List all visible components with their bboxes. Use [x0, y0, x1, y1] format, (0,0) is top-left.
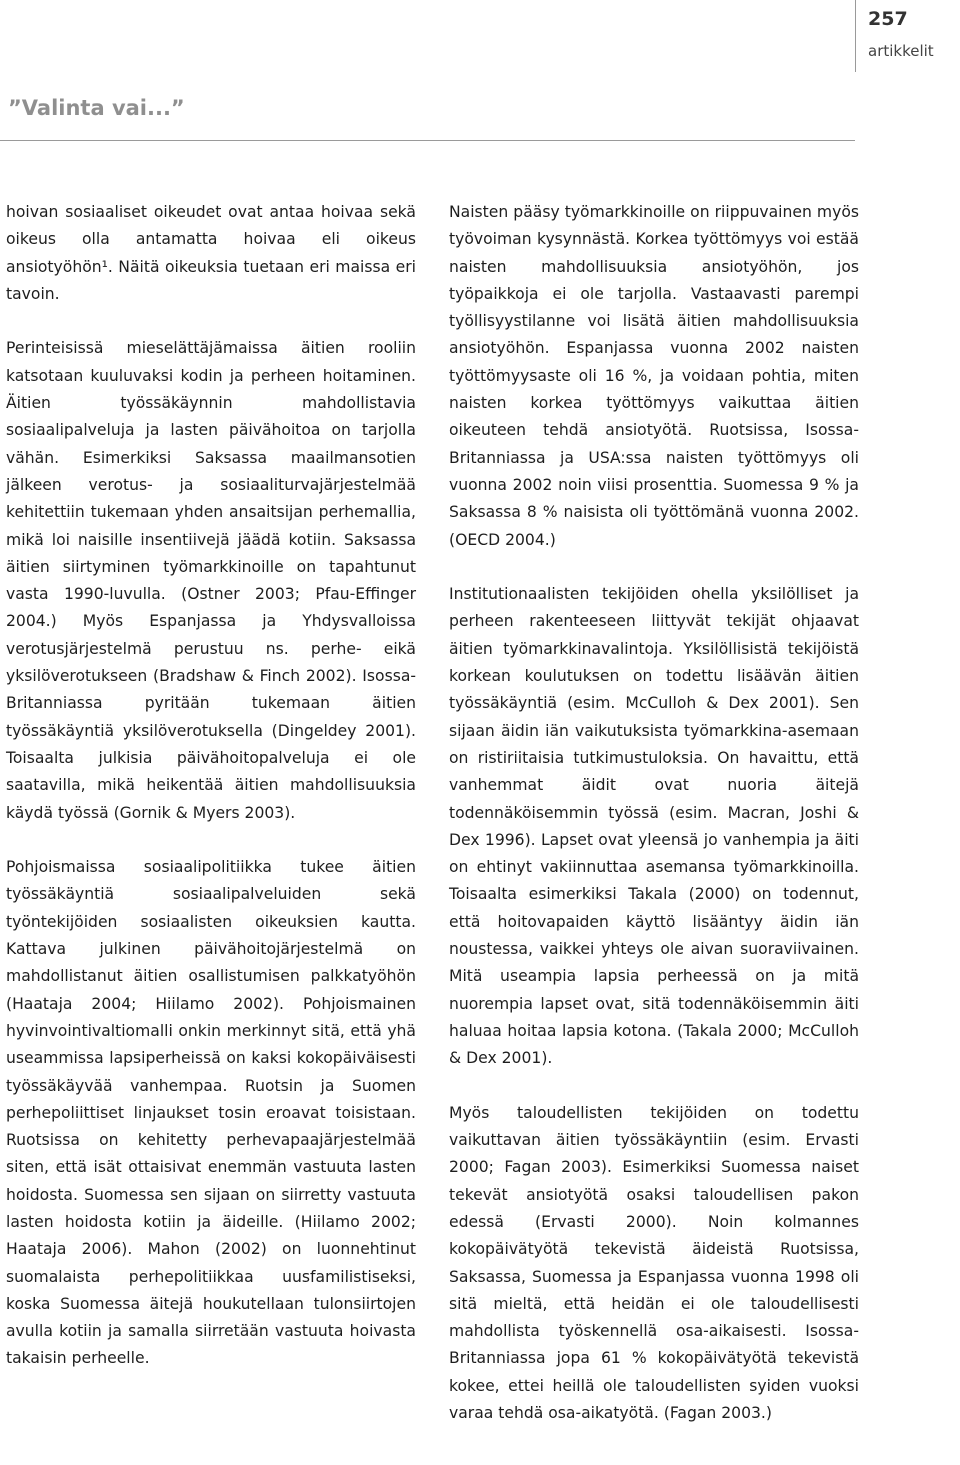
section-label: artikkelit — [868, 42, 934, 60]
running-title: ”Valinta vai...” — [8, 96, 185, 120]
paragraph: Pohjoismaissa sosiaalipolitiikka tukee äitien työssäkäyntiä sosiaalipalveluiden sekä työntekijöiden sosiaalisten oikeuksien kautta. Kattava julkinen päivähoitojärjestelmä on mahdollistanut äitien osallistumisen palkkatyöhön (Haataja 2004; Hiilamo 2002). Pohjoismainen hyvinvointivaltiomalli onkin merkinnyt sitä, että yhä useammissa lapsiperheissä on kaksi kokopäiväisesti työssäkäyvää vanhempaa. Ruotsin ja Suomen perhepoliittiset linjaukset tosin eroavat toisistaan. Ruotsissa on kehitetty perhevapaajärjestelmää siten, että isät ottaisivat enemmän vastuuta lasten hoidosta. Suomessa sen sijaan on siirretty vastuuta lasten hoidosta kotiin ja äideille. (Hiilamo 2002; Haataja 2006). Mahon (2002) on luonnehtinut suomalaista perhepolitiikkaa uusfamilistiseksi, koska Suomessa äitejä houkutellaan tulonsiirtojen avulla kotiin ja samalla siirretään vastuuta hoivasta takaisin perheelle. — [6, 858, 416, 1368]
right-column — [449, 199, 859, 1427]
page-number: 257 — [868, 8, 908, 30]
paragraph: Institutionaalisten tekijöiden ohella yksilölliset ja perheen rakenteeseen liittyvät tekijät ohjaavat äitien työmarkkinavalintoja. Yksilöllisistä tekijöistä korkean koulutuksen on todettu lisäävän äitien työssäkäyntiä (esim. McCulloh & Dex 2001). Sen sijaan äidin iän vaikutuksista työmarkkina-asemaan on ristiriitaisia tutkimustuloksia. On havaittu, että vanhemmat äidit ovat nuoria äitejä todennäköisemmin työssä (esim. Macran, Joshi & Dex 1996). Lapset ovat yleensä jo vanhempia ja äiti on ehtinyt vakiinnuttaa asemansa työmarkkinoilla. Toisaalta esimerkiksi Takala (2000) on todennut, että hoitovapaiden käyttö lisääntyy äidin iän noustessa, vaikkei yhteys ole aivan suoraviivainen. Mitä useampia lapsia perheessä on ja mitä nuorempia lapset ovat, sitä todennäköisemmin äiti haluaa hoitaa lapsia kotona. (Takala 2000; McCulloh & Dex 2001). — [449, 585, 859, 1068]
paragraph: Myös taloudellisten tekijöiden on todettu vaikuttavan äitien työssäkäyntiin (esim. Ervasti 2000; Fagan 2003). Esimerkiksi Suomessa naiset tekevät ansiotyötä osaksi taloudellisen pakon edessä (Ervasti 2000). Noin kolmannes kokopäivätyötä tekevistä äideistä Ruotsissa, Saksassa, Suomessa ja Espanjassa vuonna 1998 oli sitä mieltä, että heidän ei ole taloudellisesti mahdollista työskennellä osa-aikaisesti. Isossa-Britanniassa jopa 61 % kokopäivätyötä tekevistä kokee, ettei heillä ole taloudellisten syiden vuoksi varaa tehdä osa-aikatyötä. (Fagan 2003.) — [449, 1103, 859, 1423]
paragraph: Naisten pääsy työmarkkinoille on riippuvainen myös työvoiman kysynnästä. Korkea työttömyys voi estää naisten mahdollisuuksia ansiotyöhön, jos työpaikkoja ei ole tarjolla. Vastaavasti parempi työllisyystilanne voi lisätä äitien mahdollisuuksia ansiotyöhön. Espanjassa vuonna 2002 naisten työttömyysaste oli 16 %, ja voidaan pohtia, miten naisten korkea työttömyys vaikuttaa äitien oikeuteen tehdä ansiotyötä. Ruotsissa, Isossa-Britanniassa ja USA:ssa naisten työttömyys oli vuonna 2002 noin viisi prosenttia. Suomessa 9 % ja Saksassa 8 % naisista oli työttömänä vuonna 2002. (OECD 2004.) — [449, 203, 859, 549]
page-header-box — [855, 0, 960, 72]
paragraph: Perinteisissä mieselättäjämaissa äitien rooliin katsotaan kuuluvaksi kodin ja perheen hoitaminen. Äitien työssäkäynnin mahdollistavia sosiaalipalveluja ja lasten päivähoitoa on tarjolla vähän. Esimerkiksi Saksassa maailmansotien jälkeen verotus- ja sosiaaliturvajärjestelmää kehitettiin tukemaan yhden ansaitsijan perhemallia, mikä loi naisille insentiivejä jäädä kotiin. Saksassa äitien siirtyminen työmarkkinoille on tapahtunut vasta 1990-luvulla. (Ostner 2003; Pfau-Effinger 2004.) Myös Espanjassa ja Yhdysvalloissa verotusjärjestelmä perustuu ns. perhe- eikä yksilöverotukseen (Bradshaw & Finch 2002). Isossa-Britanniassa pyritään tukemaan äitien työssäkäyntiä yksilöverotuksella (Dingeldey 2001). Toisaalta julkisia päivähoitopalveluja ei ole saatavilla, mikä heikentää äitien mahdollisuuksia käydä työssä (Gornik & Myers 2003). — [6, 339, 416, 822]
left-column — [6, 199, 416, 1373]
paragraph: hoivan sosiaaliset oikeudet ovat antaa hoivaa sekä oikeus olla antamatta hoivaa eli oikeus ansiotyöhön¹. Näitä oikeuksia tuetaan eri maissa eri tavoin. — [6, 203, 416, 303]
header-divider — [0, 140, 855, 141]
